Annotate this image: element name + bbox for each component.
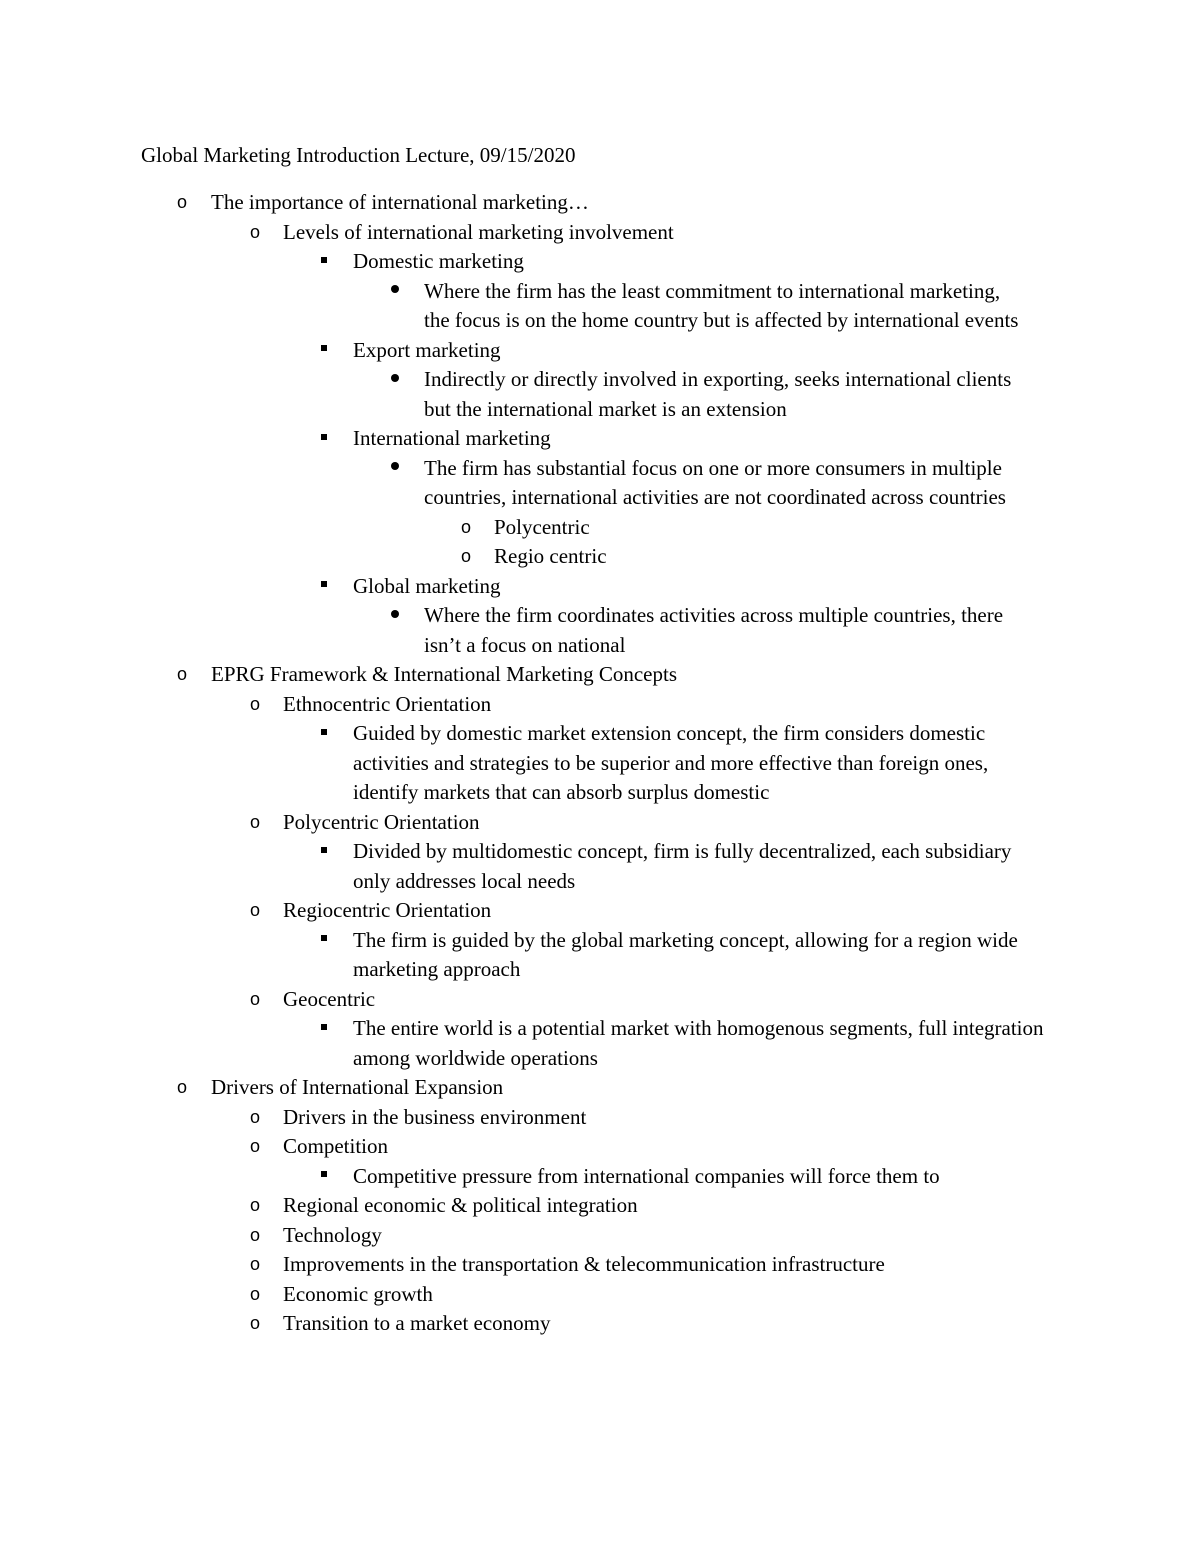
list-item (0, 1132, 1200, 1162)
list-item (0, 424, 1200, 454)
list-item (0, 1103, 1200, 1133)
square-bullet-icon (314, 1162, 334, 1192)
list-item-text: Drivers in the business environment (283, 1104, 587, 1129)
hollow-circle-bullet-icon: o (176, 192, 187, 212)
list-item (0, 719, 1200, 808)
hollow-circle-bullet-icon: o (249, 1283, 260, 1304)
hollow-circle-bullet-icon: o (249, 1136, 260, 1156)
list-item (0, 247, 1200, 277)
list-item (0, 572, 1200, 602)
list-item (0, 542, 1200, 572)
outline-list (0, 188, 1200, 1339)
list-item-text: Polycentric Orientation (283, 809, 480, 834)
list-item (0, 1073, 1200, 1103)
list-item (0, 218, 1200, 248)
list-item (0, 808, 1200, 838)
list-item-text: Transition to a market economy (283, 1311, 551, 1335)
list-item (0, 336, 1200, 366)
list-item-text: Global marketing (353, 573, 501, 598)
hollow-circle-bullet-icon: o (249, 900, 260, 920)
list-item (0, 660, 1200, 690)
list-item-text: Indirectly or directly involved in exporting, seeks international clients but the international market is an extension (424, 367, 1012, 421)
square-bullet-icon (314, 837, 334, 867)
list-item-text: Where the firm has the least commitment to international marketing, the focus is on the home country but is affected by international events (424, 278, 1019, 332)
list-item (0, 454, 1200, 513)
list-item (0, 1309, 1200, 1339)
square-bullet-icon (314, 572, 334, 602)
list-item (0, 985, 1200, 1015)
list-item (0, 1014, 1200, 1073)
list-item (0, 188, 1200, 218)
list-item-text: The firm is guided by the global marketing concept, allowing for a region wide marketing approach (353, 927, 1018, 981)
list-item-text: Domestic marketing (353, 249, 524, 273)
list-item (0, 926, 1200, 985)
list-item (0, 513, 1200, 543)
list-item-text: Export marketing (353, 337, 501, 362)
hollow-circle-bullet-icon: o (460, 516, 471, 537)
list-item-text: Economic growth (283, 1281, 433, 1306)
hollow-circle-bullet-icon: o (249, 988, 260, 1009)
list-item-text: Competition (283, 1134, 388, 1158)
list-item (0, 277, 1200, 336)
list-item (0, 1162, 1200, 1192)
list-item-text: Geocentric (283, 986, 376, 1011)
list-item-text: Regional economic & political integration (283, 1193, 638, 1217)
list-item-text: Technology (283, 1222, 382, 1247)
square-bullet-icon (314, 1014, 334, 1044)
hollow-circle-bullet-icon: o (460, 546, 471, 566)
list-item-text: Improvements in the transportation & telecommunication infrastructure (283, 1252, 885, 1276)
list-item-text: International marketing (353, 426, 551, 450)
hollow-circle-bullet-icon: o (176, 664, 187, 684)
list-item-text: The firm has substantial focus on one or more consumers in multiple countries, international activities are not coordinated across countries (424, 455, 1006, 509)
list-item-text: Polycentric (494, 514, 590, 539)
hollow-circle-bullet-icon: o (249, 1313, 260, 1333)
hollow-circle-bullet-icon: o (249, 221, 260, 242)
filled-dot-bullet-icon (385, 365, 405, 395)
list-item-text: Regiocentric Orientation (283, 898, 492, 922)
list-item (0, 1191, 1200, 1221)
list-item (0, 837, 1200, 896)
list-item (0, 365, 1200, 424)
list-item-text: Guided by domestic market extension concept, the firm considers domestic activities and strategies to be superior and more effective than foreign ones, identify markets that can absorb surplus domestic (353, 721, 989, 804)
list-item (0, 690, 1200, 720)
list-item (0, 1280, 1200, 1310)
hollow-circle-bullet-icon: o (176, 1077, 187, 1097)
document-title: Global Marketing Introduction Lecture, 09/15/2020 (141, 143, 576, 167)
list-item-text: Regio centric (494, 544, 607, 568)
hollow-circle-bullet-icon: o (249, 811, 260, 832)
list-item (0, 1221, 1200, 1251)
list-item (0, 601, 1200, 660)
list-item (0, 896, 1200, 926)
list-item-text: Divided by multidomestic concept, firm is fully decentralized, each subsidiary only addresses local needs (353, 839, 1012, 893)
list-item-text: Levels of international marketing involvement (283, 219, 674, 244)
hollow-circle-bullet-icon: o (249, 1254, 260, 1274)
list-item (0, 1250, 1200, 1280)
filled-dot-bullet-icon (385, 454, 405, 484)
square-bullet-icon (314, 719, 334, 749)
square-bullet-icon (314, 336, 334, 366)
hollow-circle-bullet-icon: o (249, 1195, 260, 1215)
square-bullet-icon (314, 247, 334, 277)
list-item-text: The importance of international marketing… (211, 190, 589, 214)
filled-dot-bullet-icon (385, 277, 405, 307)
list-item-text: Competitive pressure from international companies will force them to (353, 1163, 940, 1188)
list-item-text: Where the firm coordinates activities across multiple countries, there isn’t a focus on national (424, 603, 1004, 657)
square-bullet-icon (314, 926, 334, 956)
list-item-text: EPRG Framework & International Marketing Concepts (211, 662, 677, 686)
hollow-circle-bullet-icon: o (249, 1106, 260, 1127)
list-item-text: Drivers of International Expansion (211, 1075, 504, 1099)
hollow-circle-bullet-icon: o (249, 1224, 260, 1245)
list-item-text: The entire world is a potential market with homogenous segments, full integration among worldwide operations (353, 1016, 1044, 1070)
hollow-circle-bullet-icon: o (249, 693, 260, 714)
list-item-text: Ethnocentric Orientation (283, 691, 492, 716)
filled-dot-bullet-icon (385, 601, 405, 631)
square-bullet-icon (314, 424, 334, 454)
